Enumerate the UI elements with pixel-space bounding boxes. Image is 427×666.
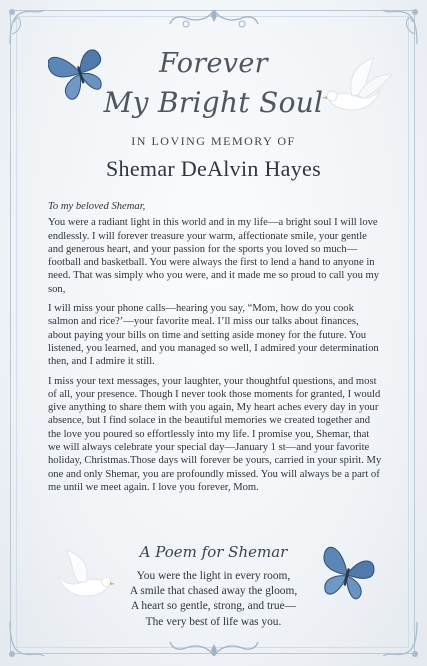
subtitle: IN LOVING MEMORY OF [131,134,296,148]
corner-flourish-icon [379,4,423,48]
poem-line: A smile that chased away the gloom, [129,585,298,598]
letter-paragraph: I miss your text messages, your laughter, your thoughtful questions, and most of all, your presence. Though I never took those moments for granted, I would give anything to share them with you again, My heart aches every day in your absence, but I find solace in the beautiful memories we created together and the love you poured so effortlessly into my life. I promise you, Shemar, that we will always celebrate your special day—January 1 st—and your favorite holiday, Christmas.Those days will forever be yours, carried in your spirit. My one and only Shemar, you are profoundly missed. You will always be a part of me until we meet again. I love you forever, Mom. [48,375,382,493]
title-line-2: My Bright Soul [103,86,324,119]
title-line-1: Forever [159,48,268,79]
poem-title: A Poem for Shemar [139,543,288,561]
top-flourish-icon [168,6,260,32]
letter-body [48,200,384,500]
letter-paragraph: I will miss your phone calls—hearing you say, “Mom, how do you cook salmon and rice?’—your favorite meal. I’ll miss our talks about finances, about paying your bills on time and setting aside money for the future. You listened, you learned, and you managed so well, I admired your determination then, and I admire it still. [48,303,379,368]
letter-salutation: To my beloved Shemar, [48,201,146,212]
poem-line: The very best of life was you. [145,615,282,628]
poem [0,569,427,630]
letter-paragraph: You were a radiant light in this world and in my life—a bright soul I will love endlessly. I will forever treasure your warm, affectionate smile, your gentle and generous heart, and your passion for the sports you loved so much—football and basketball. You were always the first to lend a hand to anyone in need. That was simply who you were, and it made me so proud to call you my son, [48,217,380,295]
memorial-name: Shemar DeAlvin Hayes [106,156,321,181]
corner-flourish-icon [4,4,48,48]
poem-line: A heart so gentle, strong, and true— [130,600,297,613]
poem-line: You were the light in every room, [136,570,291,582]
bottom-flourish-icon [168,634,260,660]
